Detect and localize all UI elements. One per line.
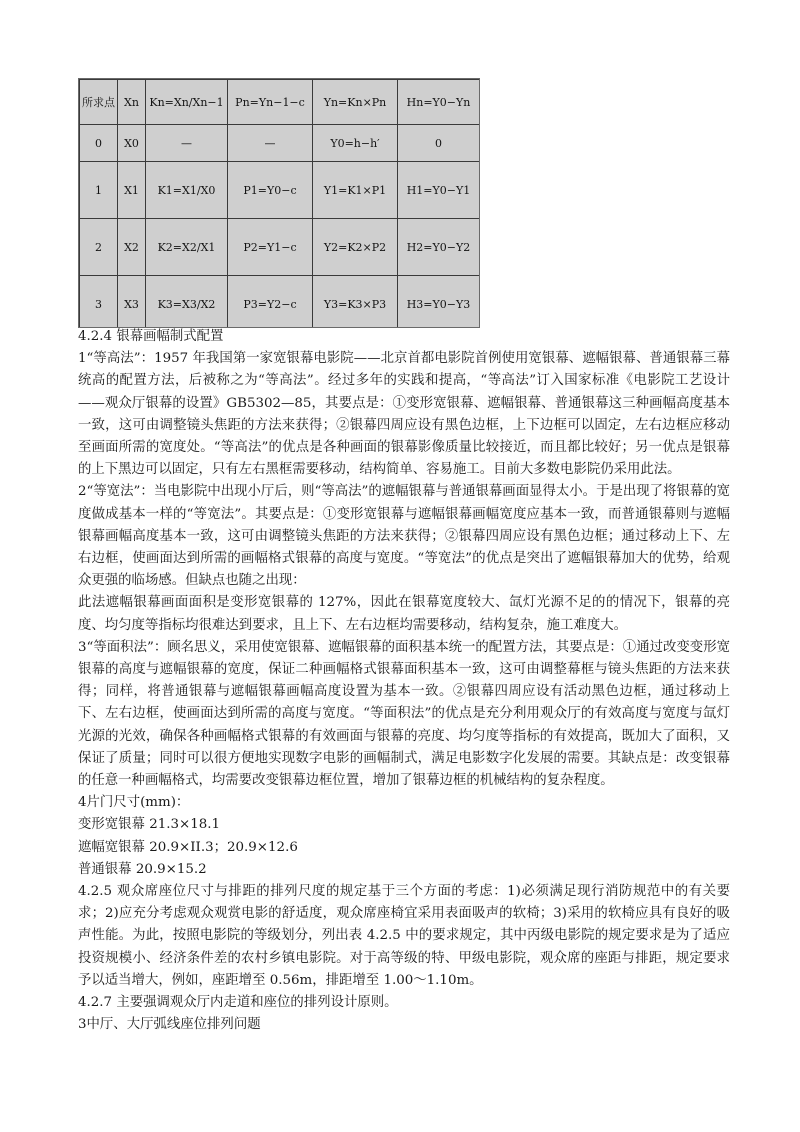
table-cell: K3=X3/X2: [146, 276, 228, 329]
table-cell: 0: [398, 125, 480, 162]
paragraph-equal-width: 2“等宽法”：当电影院中出现小厅后，则“等高法”的遮幅银幕与普通银幕画面显得太小。于是出现了将银幕的宽度做成基本一样的“等宽法”。其要点是：①变形宽银幕与遮幅银幕画幅宽度应基本一致，而普通银幕则与遮幅银幕画幅高度基本一致，这可由调整镜头焦距的方法来获得；②银幕四周应设有黑色边框；通过移动上下、左右边框，使画面达到所需的画幅格式银幕的高度与宽度。“等宽法”的优点是突出了遮幅银幕加大的优势，给观众更强的临场感。但缺点也随之出现：: [78, 484, 730, 589]
table-cell: H1=Y0−Y1: [398, 162, 480, 219]
table-cell: 1: [80, 162, 118, 219]
table-cell: Y0=h−h′: [313, 125, 398, 162]
gate-size-anamorphic: 变形宽银幕 21.3×18.1: [78, 817, 221, 833]
document-body: [78, 326, 730, 1037]
table-header-cell: Hn=Y0−Yn: [398, 80, 480, 125]
table-row: [80, 162, 480, 219]
table-cell: X1: [118, 162, 146, 219]
table-cell: Y2=K2×P2: [313, 219, 398, 276]
paragraph-equal-width-drawback: 此法遮幅银幕画面面积是变形宽银幕的 127%，因此在银幕宽度较大、氙灯光源不足的的情况下，银幕的亮度、均匀度等指标均很难达到要求，且上下、左右边框均需要移动，结构复杂，施工难度大。: [78, 595, 730, 633]
table-header-cell: Pn=Yn−1−c: [228, 80, 313, 125]
paragraph-arc-seating: 3中厅、大厅弧线座位排列问题: [78, 1017, 261, 1033]
table-cell: X0: [118, 125, 146, 162]
table-header-cell: Xn: [118, 80, 146, 125]
table-row: [80, 125, 480, 162]
table-cell: 2: [80, 219, 118, 276]
gate-size-masked: 遮幅宽银幕 20.9×II.3；20.9×12.6: [78, 839, 298, 855]
table-header-cell: 所求点: [80, 80, 118, 125]
table-cell: X2: [118, 219, 146, 276]
table-cell: 3: [80, 276, 118, 329]
formula-table-scan: [78, 78, 480, 328]
table-cell: X3: [118, 276, 146, 329]
table-header-row: [80, 80, 480, 125]
paragraph-seating: 4.2.5 观众席座位尺寸与排距的排列尺度的规定基于三个方面的考虑：1)必须满足现行消防规范中的有关要求；2)应充分考虑观众观赏电影的舒适度，观众席座椅宜采用表面吸声的软椅；3)采用的软椅应具有良好的吸声性能。为此，按照电影院的等级划分，列出表 4.2.5 中的要求规定，其中丙级电影院的规定要求是为了适应投资规模小、经济条件差的农村乡镇电影院。对于高等级的特、甲级电影院，观众席的座距与排距，规定要求予以适当增大，例如，座距增至 0.56m，排距增至 1.00～1.10m。: [78, 884, 730, 988]
table-cell: P1=Y0−c: [228, 162, 313, 219]
table-cell: K2=X2/X1: [146, 219, 228, 276]
table-cell: P2=Y1−c: [228, 219, 313, 276]
paragraph-aisles: 4.2.7 主要强调观众厅内走道和座位的排列设计原则。: [78, 995, 398, 1011]
gate-size-standard: 普通银幕 20.9×15.2: [78, 861, 207, 877]
table-cell: Y1=K1×P1: [313, 162, 398, 219]
gate-size-heading: 4片门尺寸(mm)：: [78, 795, 190, 811]
table-row: [80, 276, 480, 329]
paragraph-equal-height: 1“等高法”：1957 年我国第一家宽银幕电影院——北京首都电影院首例使用宽银幕、遮幅银幕、普通银幕三幕统高的配置方法，后被称之为“等高法”。经过多年的实践和提高，“等高法”订入国家标准《电影院工艺设计——观众厅银幕的设置》GB5302—85，其要点是：①变形宽银幕、遮幅银幕、普通银幕这三种画幅高度基本一致，这可由调整镜头焦距的方法来获得；②银幕四周应设有黑色边框，上下边框可以固定，左右边框应移动至画面所需的宽度处。“等高法”的优点是各种画面的银幕影像质量比较接近，而且都比较好；另一优点是银幕的上下黑边可以固定，只有左右黑框需要移动，结构简单、容易施工。目前大多数电影院仍采用此法。: [78, 351, 730, 478]
table-cell: —: [146, 125, 228, 162]
formula-table: [79, 79, 480, 328]
table-cell: H3=Y0−Y3: [398, 276, 480, 329]
table-cell: —: [228, 125, 313, 162]
paragraph-equal-area: 3“等面积法”：顾名思义，采用使宽银幕、遮幅银幕的面积基本统一的配置方法，其要点是：①通过改变变形宽银幕的高度与遮幅银幕的宽度，保证二种画幅格式银幕面积基本一致，这可由调整幕框与镜头焦距的方法来获得；同样，将普通银幕与遮幅银幕画幅高度设置为基本一致。②银幕四周应设有活动黑色边框，通过移动上下、左右边框，使画面达到所需的高度与宽度。“等面积法”的优点是充分利用观众厅的有效高度与宽度与氙灯光源的光效，确保各种画幅格式银幕的有效画面与银幕的亮度、均匀度等指标的有效提高，既加大了面积，又保证了质量；同时可以很方便地实现数字电影的画幅制式，满足电影数字化发展的需要。其缺点是：改变银幕的任意一种画幅格式，均需要改变银幕边框位置，增加了银幕边框的机械结构的复杂程度。: [78, 639, 730, 789]
table-cell: 0: [80, 125, 118, 162]
table-cell: P3=Y2−c: [228, 276, 313, 329]
table-row: [80, 219, 480, 276]
table-cell: H2=Y0−Y2: [398, 219, 480, 276]
table-cell: Y3=K3×P3: [313, 276, 398, 329]
table-header-cell: Kn=Xn/Xn−1: [146, 80, 228, 125]
section-heading: 4.2.4 银幕画幅制式配置: [78, 329, 224, 344]
table-cell: K1=X1/X0: [146, 162, 228, 219]
table-header-cell: Yn=Kn×Pn: [313, 80, 398, 125]
